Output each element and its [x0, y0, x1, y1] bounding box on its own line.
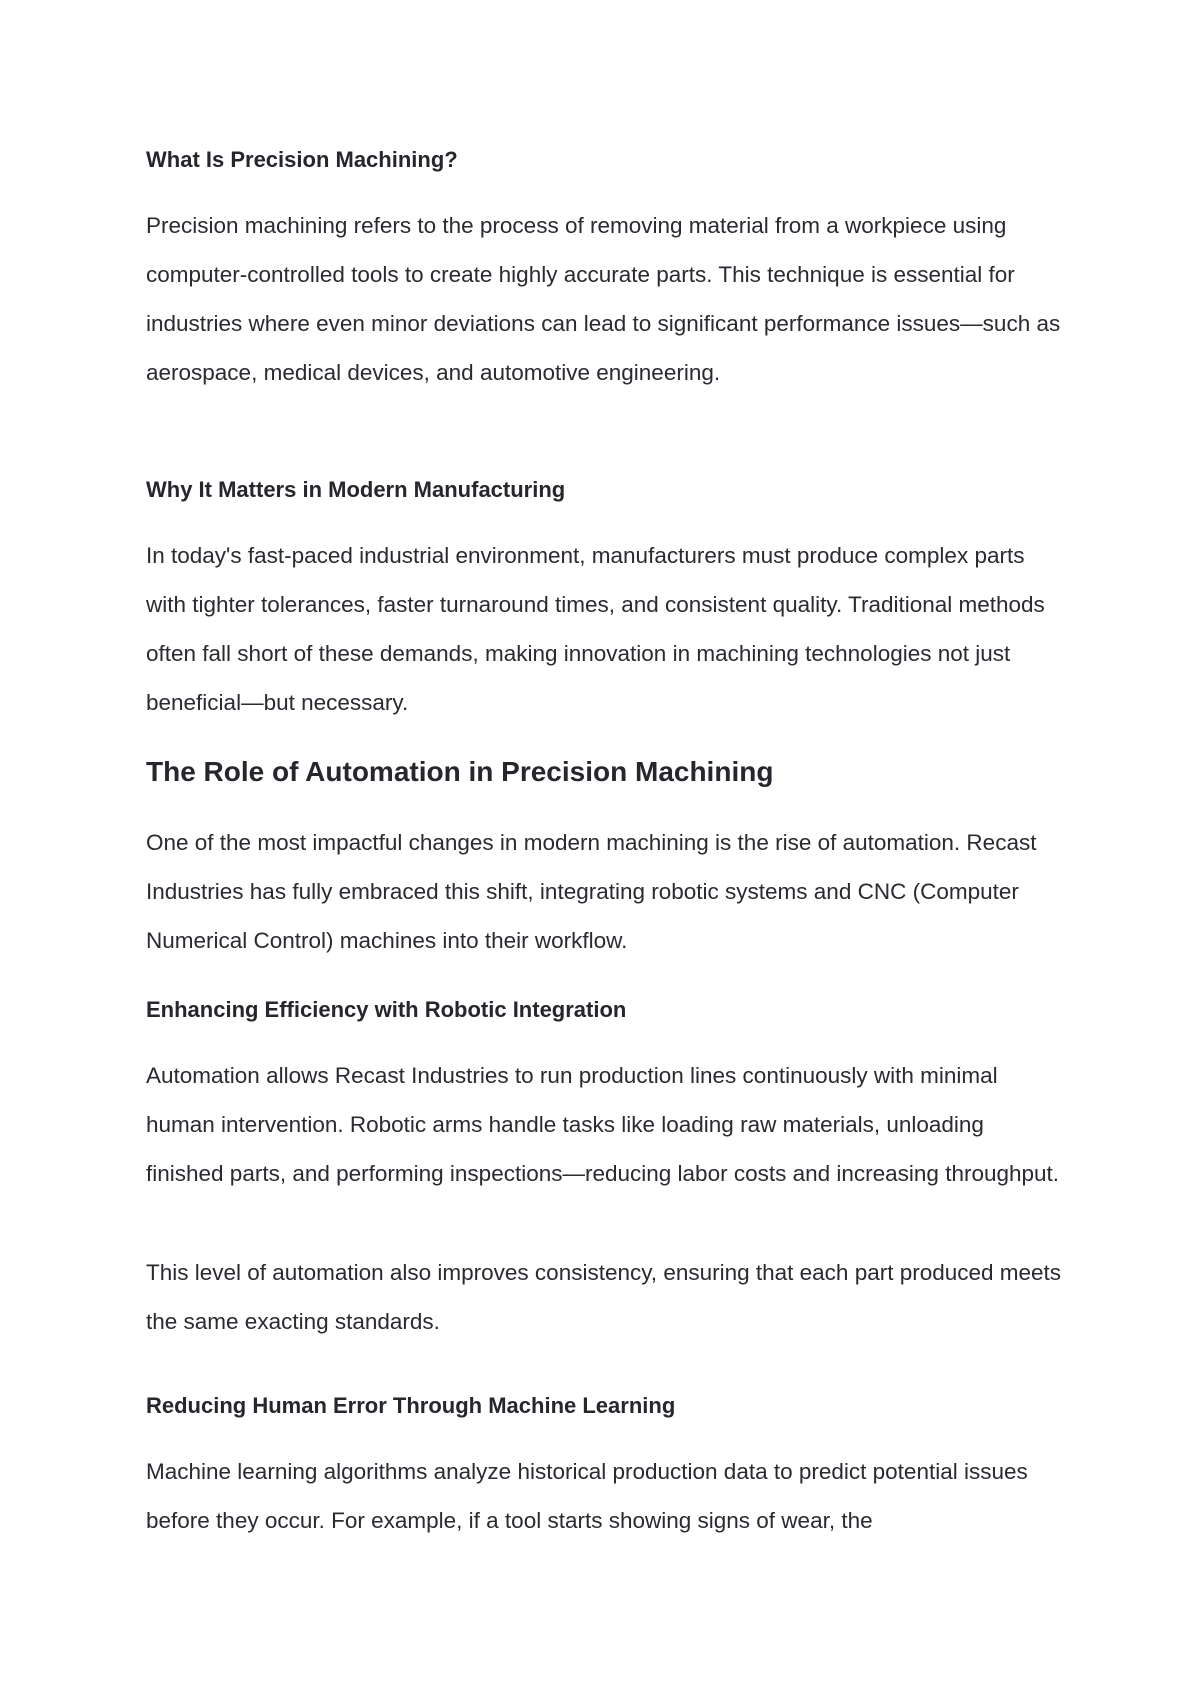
section-heading-why-it-matters: Why It Matters in Modern Manufacturing [146, 477, 566, 502]
section-heading-what-is-precision-machining: What Is Precision Machining? [146, 147, 458, 172]
section-paragraph-role-of-automation: One of the most impactful changes in modern machining is the rise of automation. Recast Industries has fully embraced this shift, integrating robotic systems and CNC (Computer Numerical Control) machines into their workflow. [146, 830, 1037, 953]
section-paragraph-what-is-precision-machining: Precision machining refers to the process of removing material from a workpiece using computer-controlled tools to create highly accurate parts. This technique is essential for industries where even minor deviations can lead to significant performance issues—such as aerospace, medical devices, and automotive engineering. [146, 213, 1061, 385]
section-heading-reducing-human-error: Reducing Human Error Through Machine Learning [146, 1393, 676, 1418]
section-heading-role-of-automation: The Role of Automation in Precision Machining [146, 756, 774, 787]
section-paragraph-automation-consistency: This level of automation also improves consistency, ensuring that each part produced meets the same exacting standards. [146, 1260, 1062, 1334]
section-paragraph-why-it-matters: In today's fast-paced industrial environment, manufacturers must produce complex parts with tighter tolerances, faster turnaround times, and consistent quality. Traditional methods often fall short of these demands, making innovation in machining technologies not just beneficial—but necessary. [146, 543, 1045, 715]
section-paragraph-reducing-human-error: Machine learning algorithms analyze historical production data to predict potential issues before they occur. For example, if a tool starts showing signs of wear, the [146, 1459, 1028, 1533]
section-paragraph-robotic-integration: Automation allows Recast Industries to run production lines continuously with minimal human intervention. Robotic arms handle tasks like loading raw materials, unloading finished parts, and performing inspections—reducing labor costs and increasing throughput. [146, 1063, 1060, 1186]
section-heading-robotic-integration: Enhancing Efficiency with Robotic Integration [146, 997, 627, 1022]
